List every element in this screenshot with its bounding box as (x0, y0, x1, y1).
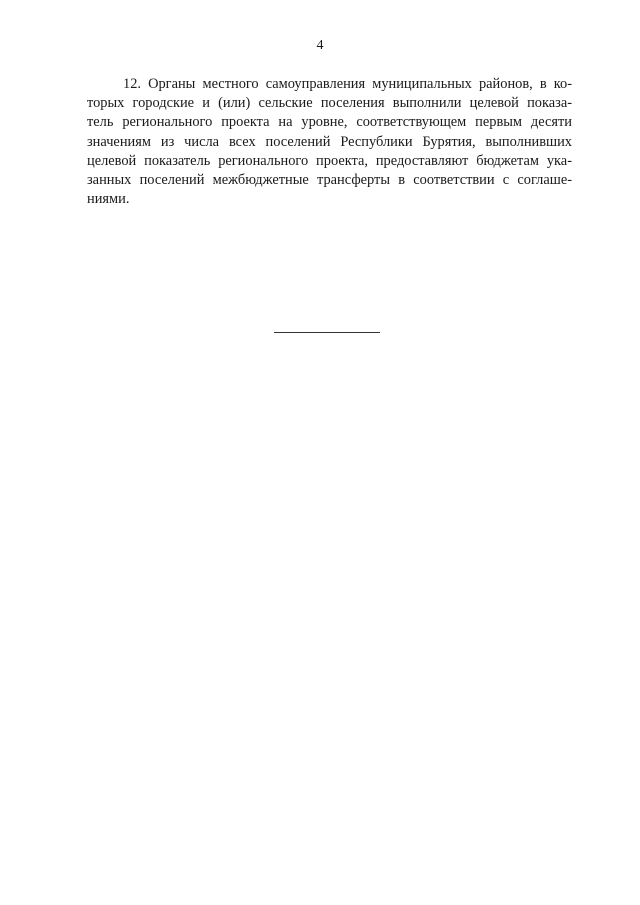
paragraph-line: торых городские и (или) сельские поселения выполнили целевой показа- (87, 95, 572, 112)
end-separator-line (274, 332, 380, 333)
paragraph-line: значениям из числа всех поселений Республики Бурятия, выполнивших (87, 133, 572, 150)
paragraph-line: ниями. (87, 191, 130, 208)
paragraph-12 (87, 75, 572, 209)
page-number: 4 (316, 38, 324, 53)
paragraph-line: 12. Органы местного самоуправления муниципальных районов, в ко- (123, 76, 572, 92)
paragraph-line: занных поселений межбюджетные трансферты в соответствии с соглаше- (87, 172, 572, 189)
paragraph-line: целевой показатель регионального проекта, предоставляют бюджетам ука- (87, 152, 572, 169)
paragraph-line: тель регионального проекта на уровне, соответствующем первым десяти (87, 114, 572, 131)
